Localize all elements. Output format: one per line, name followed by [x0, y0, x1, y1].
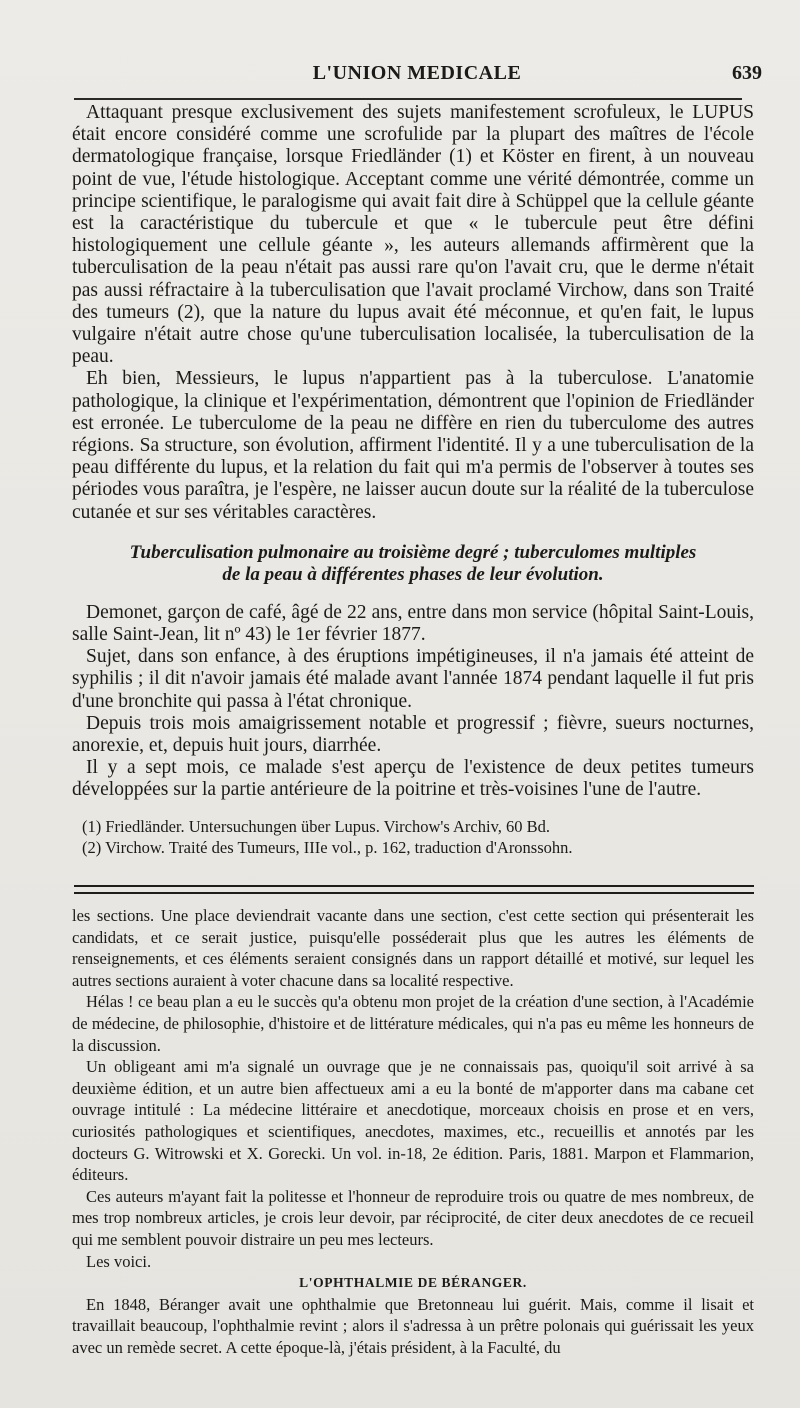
footnotes	[72, 816, 754, 858]
feuilleton-body	[72, 905, 754, 1358]
case-paragraph: Sujet, dans son enfance, à des éruptions impétigineuses, il n'a jamais été atteint de syphilis ; il dit n'avoir jamais été malade avant l'année 1874 pendant laquelle il fut pris d'une bronchite qui passa à l'état chronique.	[72, 646, 754, 712]
feuilleton-paragraph: Les voici.	[86, 1251, 152, 1271]
case-paragraph: Demonet, garçon de café, âgé de 22 ans, entre dans mon service (hôpital Saint-Louis, salle Saint-Jean, lit nº 43) le 1er février 1877.	[72, 601, 754, 646]
journal-title: L'UNION MEDICALE	[312, 62, 522, 84]
footnote: (1) Friedländer. Untersuchungen über Lupus. Virchow's Archiv, 60 Bd.	[82, 816, 551, 836]
case-heading	[72, 542, 754, 586]
case-paragraph: Depuis trois mois amaigrissement notable et progressif ; fièvre, sueurs nocturnes, anorexie, et, depuis huit jours, diarrhée.	[72, 712, 754, 757]
anecdote-title: L'OPHTHALMIE DE BÉRANGER.	[299, 1275, 527, 1291]
page-number: 639	[732, 62, 762, 84]
header-rule	[74, 98, 742, 100]
feuilleton-paragraph: Ces auteurs m'ayant fait la politesse et l'honneur de reproduire trois ou quatre de mes nombreux, de mes trop nombreux articles, je crois leur devoir, par réciprocité, de citer deux anecdotes de ce recueil qui me semblent pouvoir distraire un peu mes lecteurs.	[72, 1186, 754, 1249]
article-paragraph: Eh bien, Messieurs, le lupus n'appartient pas à la tuberculose. L'anatomie pathologique, la clinique et l'expérimentation, démontrent que l'opinion de Friedländer est erronée. Le tuberculome de la peau ne diffère en rien du tuberculome des autres régions. Sa structure, son évolution, affirment l'identité. Il y a une tuberculisation de la peau différente du lupus, et la relation du fait qui m'a permis de l'observer à toutes ses périodes vous paraîtra, je l'espère, ne laisser aucun doute sur la réalité de la tuberculose cutanée et sur ses véritables caractères.	[72, 368, 754, 523]
article-body	[72, 102, 754, 858]
feuilleton-paragraph: Un obligeant ami m'a signalé un ouvrage que je ne connaissais pas, quoiqu'il soit arrivé à sa deuxième édition, et un autre bien affectueux ami a eu la bonté de m'apporter dans ma cabane cet ouvrage intitulé : La médecine littéraire et anecdotique, morceaux choisis en prose et en vers, curiosités pathologiques et scientifiques, anecdotes, maximes, etc., recueillis et annotés par les docteurs G. Witrowski et X. Gorecki. Un vol. in-18, 2e édition. Paris, 1881. Marpon et Flammarion, éditeurs.	[72, 1057, 754, 1185]
running-header	[72, 58, 762, 92]
feuilleton-paragraph: En 1848, Béranger avait une ophthalmie que Bretonneau lui guérit. Mais, comme il lisait et travaillait beaucoup, l'ophthalmie revint ; alors il s'adressa à un prêtre polonais qui guérissait les yeux avec un remède secret. A cette époque-là, j'étais président, à la Faculté, du	[72, 1294, 754, 1357]
feuilleton-divider	[74, 885, 754, 894]
feuilleton-paragraph: les sections. Une place deviendrait vacante dans une section, c'est cette section qui présenterait les candidats, et ce serait justice, puisqu'elle posséderait plus que les autres les éléments de renseignements, et ces éléments seraient consignés dans un rapport détaillé et motivé, sur lequel les autres sections auraient à voter chacune dans sa localité respective.	[72, 906, 754, 990]
feuilleton-paragraph: Hélas ! ce beau plan a eu le succès qu'a obtenu mon projet de la création d'une section, à l'Académie de médecine, de philosophie, d'histoire et de littérature médicales, qui n'a pas eu même les honneurs de la discussion.	[72, 992, 754, 1055]
article-paragraph: Attaquant presque exclusivement des sujets manifestement scrofuleux, le LUPUS était encore considéré comme une scrofulide par la plupart des maîtres de l'école dermatologique française, lorsque Friedländer (1) et Köster en firent, à un nouveau point de vue, l'étude histologique. Acceptant comme une vérité démontrée, comme un principe scientifique, le paralogisme qui avait fait dire à Schüppel que la cellule géante est la caractéristique du tubercule et que « le tubercule peut être défini histologiquement une cellule géante », les auteurs allemands affirmèrent que la tuberculisation de la peau n'était pas aussi rare qu'on l'avait cru, que le derme n'était pas aussi réfractaire à la tuberculisation que l'avait proclamé Virchow, dans son Traité des tumeurs (2), que la nature du lupus avait été méconnue, et qu'en fait, le lupus vulgaire n'était autre chose qu'une tuberculisation localisée, la tuberculisation de la peau.	[72, 102, 754, 368]
case-paragraph: Il y a sept mois, ce malade s'est aperçu de l'existence de deux petites tumeurs développées sur la partie antérieure de la poitrine et très-voisines l'une de l'autre.	[72, 757, 754, 801]
case-heading-line: de la peau à différentes phases de leur évolution.	[222, 563, 604, 585]
footnote: (2) Virchow. Traité des Tumeurs, IIIe vol., p. 162, traduction d'Aronssohn.	[82, 837, 573, 857]
case-heading-line: Tuberculisation pulmonaire au troisième degré ; tuberculomes multiples	[129, 541, 697, 563]
